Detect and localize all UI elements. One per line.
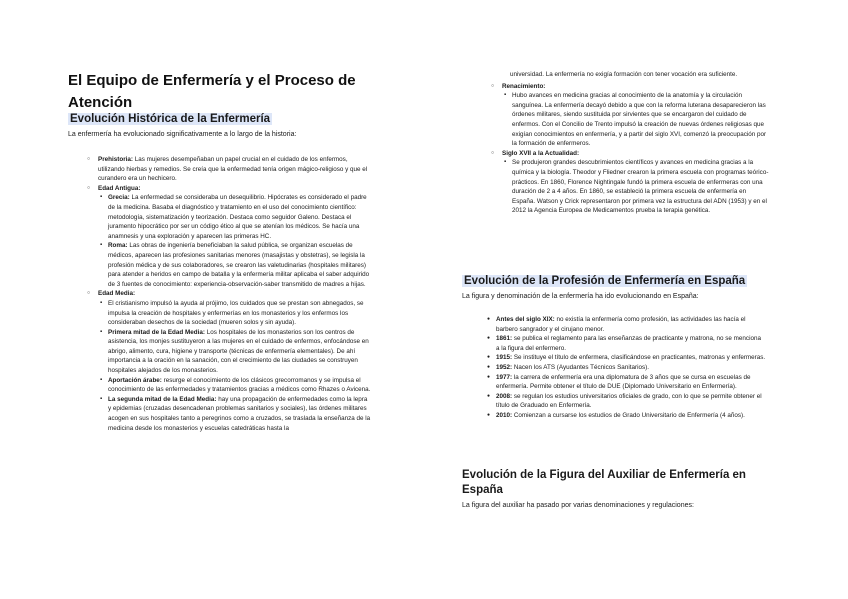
list-item: ● 1861: se publica el reglamento para las enseñanzas de practicante y matrona, no se menciona a la figura del enfermero. (486, 334, 766, 353)
segunda-label: La segunda mitad de la Edad Media: (108, 395, 217, 403)
segunda-text: hay una propagación de enfermedades como la lepra y epidemias (cruzadas desencadenan problemas sanitarios y sociales), las órdenes militares acogen en sus hospitales tanto a peregrinos como a cruzados, se traslada la enseñanza de la medicina desde los monasterios y escuelas catedráticas hasta la (108, 395, 371, 432)
list-item-grecia (98, 193, 372, 241)
list-item-siglo (488, 149, 770, 216)
continua-text: universidad. La enfermería no exigía formación con tener vocación era suficiente. (510, 71, 738, 78)
list-item-renacimiento-text (502, 91, 770, 149)
arabe-label: Aportación árabe: (108, 376, 162, 384)
document-title: El Equipo de Enfermería y el Proceso de Atención (68, 72, 356, 111)
list-item: ● 2008: se regulan los estudios universitarios oficiales de grado, con lo que se permite obtener el título de Graduado en Enfermería. (486, 392, 766, 411)
list-item-cristianismo (98, 299, 372, 328)
historia-continuation (488, 70, 770, 216)
media-label: Edad Media: (98, 290, 136, 298)
list-item-primera-mitad (98, 328, 372, 376)
profesion-intro: La figura y denominación de la enfermería ha ido evolucionando en España: (462, 293, 699, 300)
list-item-roma (98, 241, 372, 289)
profesion-list (486, 315, 766, 421)
cristianismo-text: El cristianismo impulsó la ayuda al prójimo, los cuidados que se prestan son abnegados, se impulsa la creación de hospitales y enfermerías en los monasterios y los enfermos los consideraban desechos de la sociedad (mueren solos y sin ayuda). (108, 299, 364, 327)
list-item: ● 2010: Comienzan a cursarse los estudios de Grado Universitario de Enfermería (4 años). (486, 411, 766, 421)
auxiliar-heading: Evolución de la Figura del Auxiliar de Enfermería en España (462, 469, 746, 496)
historia-list-continued (488, 82, 770, 216)
historia-intro: La enfermería ha evolucionado significativamente a lo largo de la historia: (68, 131, 297, 138)
grecia-label: Grecia: (108, 194, 130, 202)
primera-text: Los hospitales de los monasterios son los centros de asistencia, los monjes sustituyeron a las mujeres en el cuidado de enfermos, enfocándose en abrigo, alimento, cura, higiene y transporte (técnicas de enfermería elementales). De ahí importancia a la oración en la sanación, con el crecimiento de las ciudades se construyen hospitales alejados de los monasterios. (108, 328, 369, 375)
antigua-sublist (98, 193, 372, 289)
list-item-siglo-text (502, 158, 770, 216)
siglo-label: Siglo XVII a la Actualidad: (502, 149, 580, 157)
roma-text: Las obras de ingeniería beneficiaban la salud pública, se organizan escuelas de médicos, aparecen las profesiones sanitarias menores (masajistas y obstetras), se legisla la profesión médica y de sus colaboradores, se crearon las valetudinarias (hospitales militares) para atender a heridos en campo de batalla y la enfermería militar aplicaba el saber adquirido de 3 fuentes de conocimiento: experiencia-observación-saber transmitido de madres a hijas. (108, 242, 370, 288)
list-item-prehistoria (84, 155, 372, 184)
prehistoria-text: Las mujeres desempeñaban un papel crucial en el cuidado de los enfermos, utilizando hierbas y remedios. Se creía que la enfermedad tenía origen mágico-religioso y que el curandero era un hechicero. (98, 156, 368, 183)
historia-heading: Evolución Histórica de la Enfermería (70, 113, 271, 125)
list-item-antigua (84, 184, 372, 290)
profesion-heading: Evolución de la Profesión de Enfermería en España (464, 275, 746, 287)
roma-label: Roma: (108, 242, 128, 250)
list-item: ● 1952: Nacen los ATS (Ayudantes Técnicos Sanitarios). (486, 363, 766, 373)
list-item-renacimiento (488, 82, 770, 149)
siglo-sublist (502, 158, 770, 216)
primera-label: Primera mitad de la Edad Media: (108, 328, 205, 336)
auxiliar-section (462, 468, 762, 511)
list-item: ● Antes del siglo XIX: no existía la enfermería como profesión, las actividades las hacía el barbero sangrador y el cirujano menor. (486, 315, 766, 334)
list-item-segunda-mitad (98, 395, 372, 433)
renacimiento-label: Renacimiento: (502, 82, 546, 90)
prehistoria-label: Prehistoria: (98, 156, 133, 163)
profesion-section (462, 274, 767, 302)
siglo-text: Se produjeron grandes descubrimientos científicos y avances en medicina gracias a la química y la biología. Theodor y Fliedner crearon la primera escuela con programas teórico-prácticos. En 1860, Florence Nightingale fundó la primera escuela de enfermeras con una duración de 2 a 4 años. En 1860, se estableció la primera escuela de enfermería en España. Watson y Crick representaron por primera vez la estructura del ADN (1953) y en el 2012 la Agencia Europea de Medicamentos prueba la terapia genética. (512, 159, 769, 215)
list-item-media (84, 289, 372, 433)
list-item-arabe (98, 376, 372, 395)
renacimiento-text: Hubo avances en medicina gracias al conocimiento de la anatomía y la circulación sanguínea. La enfermería decayó debido a que con la reforma luterana desaparecieron las órdenes militares, siendo sustituida por sirvientes que se encargaron del cuidado de enfermos. Con el Concilio de Trento impulsó la creación de nuevas órdenes religiosas que exigían conocimientos en enfermería, y a partir del siglo XVI, comenzó la preocupación por la formación de enfermeros. (512, 92, 767, 148)
list-item: ● 1915: Se instituye el título de enfermera, clasificándose en practicantes, matronas y enfermeras. (486, 353, 766, 363)
arabe-text: resurge el conocimiento de los clásicos grecorromanos y se impulsa el conocimiento de las enfermedades y tratamientos gracias a médicos como Rhazes o Avicena. (108, 376, 371, 394)
antigua-label: Edad Antigua: (98, 184, 141, 192)
grecia-text: La enfermedad se consideraba un desequilibrio. Hipócrates es considerado el padre de la medicina. Basaba el diagnóstico y tratamiento en el uso del conocimiento científico: metodología, sistematización y teorización. Destaca como seguidor Galeno. Destaca el juramento hipocrático por ser un código ético al que se atenían los médicos. Se hacía una anamnesis y una exploración y aparecen las primeras HC. (108, 194, 367, 240)
list-item: ● 1977: la carrera de enfermería era una diplomatura de 3 años que se cursa en escuelas de enfermería. Permite obtener el título de DUE (Diplomado Universitario en Enfermería). (486, 373, 766, 392)
renacimiento-sublist (502, 91, 770, 149)
auxiliar-intro: La figura del auxiliar ha pasado por varias denominaciones y regulaciones: (462, 502, 694, 509)
historia-section (68, 112, 368, 140)
media-sublist (98, 299, 372, 433)
historia-list (84, 155, 372, 433)
